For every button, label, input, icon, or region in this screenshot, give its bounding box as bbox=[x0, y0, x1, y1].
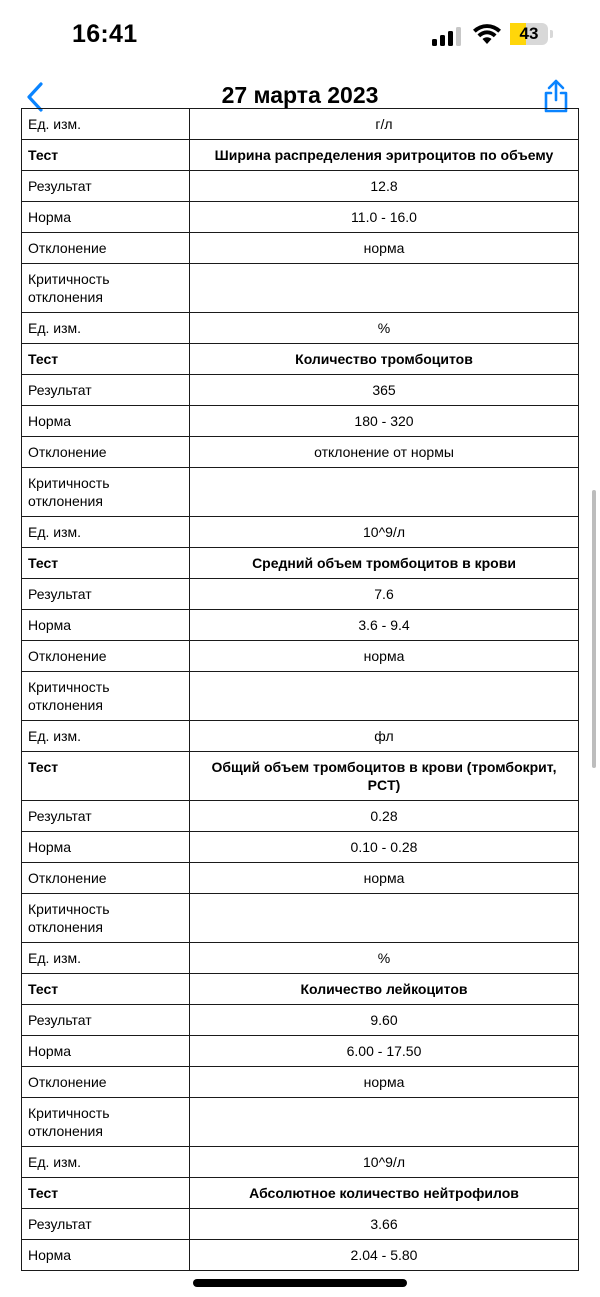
page-title: 27 марта 2023 bbox=[221, 82, 379, 108]
deviation-label: Отклонение bbox=[22, 233, 190, 264]
cellular-signal-icon bbox=[432, 26, 464, 46]
battery-icon bbox=[510, 23, 554, 45]
criticality-value bbox=[190, 264, 579, 313]
table-row-test bbox=[22, 974, 579, 1005]
criticality-value bbox=[190, 1098, 579, 1147]
deviation-value: норма bbox=[190, 863, 579, 894]
test-name: Средний объем тромбоцитов в крови bbox=[190, 548, 579, 579]
criticality-value bbox=[190, 894, 579, 943]
criticality-label: Критичность отклонения bbox=[22, 894, 190, 943]
norm-label: Норма bbox=[22, 610, 190, 641]
norm-value: 11.0 - 16.0 bbox=[190, 202, 579, 233]
table-row-test bbox=[22, 140, 579, 171]
norm-label: Норма bbox=[22, 832, 190, 863]
unit-label: Ед. изм. bbox=[22, 313, 190, 344]
deviation-value: норма bbox=[190, 641, 579, 672]
norm-label: Норма bbox=[22, 406, 190, 437]
norm-label: Норма bbox=[22, 202, 190, 233]
table-row-norm bbox=[22, 1036, 579, 1067]
test-name: Общий объем тромбоцитов в крови (тромбокрит, PCT) bbox=[190, 752, 579, 801]
unit-value: 10^9/л bbox=[190, 1147, 579, 1178]
result-label: Результат bbox=[22, 801, 190, 832]
table-row-result bbox=[22, 1209, 579, 1240]
table-row-unit bbox=[22, 109, 579, 140]
table-row-norm bbox=[22, 610, 579, 641]
table-row-criticality bbox=[22, 1098, 579, 1147]
lab-results-table bbox=[21, 108, 579, 1271]
deviation-label: Отклонение bbox=[22, 641, 190, 672]
test-label: Тест bbox=[22, 140, 190, 171]
status-time: 16:41 bbox=[72, 20, 138, 48]
result-label: Результат bbox=[22, 1005, 190, 1036]
table-row-test bbox=[22, 1178, 579, 1209]
deviation-value: норма bbox=[190, 1067, 579, 1098]
table-row-deviation bbox=[22, 437, 579, 468]
document-content[interactable] bbox=[0, 116, 600, 1263]
deviation-label: Отклонение bbox=[22, 863, 190, 894]
table-row-norm bbox=[22, 202, 579, 233]
result-label: Результат bbox=[22, 375, 190, 406]
result-label: Результат bbox=[22, 579, 190, 610]
unit-label: Ед. изм. bbox=[22, 943, 190, 974]
deviation-value: норма bbox=[190, 233, 579, 264]
table-row-test bbox=[22, 752, 579, 801]
table-row-result bbox=[22, 579, 579, 610]
table-row-norm bbox=[22, 1240, 579, 1271]
test-name: Количество лейкоцитов bbox=[190, 974, 579, 1005]
norm-value: 3.6 - 9.4 bbox=[190, 610, 579, 641]
unit-value: г/л bbox=[190, 109, 579, 140]
wifi-icon bbox=[472, 22, 502, 46]
unit-label: Ед. изм. bbox=[22, 517, 190, 548]
criticality-label: Критичность отклонения bbox=[22, 1098, 190, 1147]
test-name: Ширина распределения эритроцитов по объему bbox=[190, 140, 579, 171]
scroll-indicator[interactable] bbox=[592, 490, 596, 768]
table-row-unit bbox=[22, 517, 579, 548]
table-row-test bbox=[22, 548, 579, 579]
table-row-result bbox=[22, 171, 579, 202]
result-value: 3.66 bbox=[190, 1209, 579, 1240]
table-row-deviation bbox=[22, 641, 579, 672]
unit-value: 10^9/л bbox=[190, 517, 579, 548]
norm-value: 0.10 - 0.28 bbox=[190, 832, 579, 863]
criticality-label: Критичность отклонения bbox=[22, 672, 190, 721]
unit-label: Ед. изм. bbox=[22, 721, 190, 752]
table-row-result bbox=[22, 801, 579, 832]
table-row-norm bbox=[22, 406, 579, 437]
test-label: Тест bbox=[22, 974, 190, 1005]
table-row-unit bbox=[22, 943, 579, 974]
norm-value: 6.00 - 17.50 bbox=[190, 1036, 579, 1067]
norm-value: 2.04 - 5.80 bbox=[190, 1240, 579, 1271]
table-row-unit bbox=[22, 721, 579, 752]
table-row-norm bbox=[22, 832, 579, 863]
deviation-label: Отклонение bbox=[22, 1067, 190, 1098]
test-name: Количество тромбоцитов bbox=[190, 344, 579, 375]
table-row-deviation bbox=[22, 233, 579, 264]
table-row-deviation bbox=[22, 1067, 579, 1098]
result-value: 12.8 bbox=[190, 171, 579, 202]
table-row-criticality bbox=[22, 672, 579, 721]
battery-level: 43 bbox=[519, 24, 539, 43]
result-label: Результат bbox=[22, 1209, 190, 1240]
criticality-label: Критичность отклонения bbox=[22, 264, 190, 313]
result-value: 9.60 bbox=[190, 1005, 579, 1036]
test-label: Тест bbox=[22, 548, 190, 579]
battery-body bbox=[510, 23, 548, 45]
table-row-deviation bbox=[22, 863, 579, 894]
table-row-criticality bbox=[22, 264, 579, 313]
unit-value: % bbox=[190, 943, 579, 974]
test-label: Тест bbox=[22, 752, 190, 801]
battery-cap bbox=[550, 30, 553, 38]
table-row-test bbox=[22, 344, 579, 375]
test-name: Абсолютное количество нейтрофилов bbox=[190, 1178, 579, 1209]
deviation-label: Отклонение bbox=[22, 437, 190, 468]
norm-label: Норма bbox=[22, 1240, 190, 1271]
table-row-result bbox=[22, 375, 579, 406]
table-row-criticality bbox=[22, 894, 579, 943]
deviation-value: отклонение от нормы bbox=[190, 437, 579, 468]
unit-value: % bbox=[190, 313, 579, 344]
table-row-criticality bbox=[22, 468, 579, 517]
table-row-unit bbox=[22, 1147, 579, 1178]
criticality-value bbox=[190, 468, 579, 517]
unit-value: фл bbox=[190, 721, 579, 752]
unit-label: Ед. изм. bbox=[22, 1147, 190, 1178]
result-label: Результат bbox=[22, 171, 190, 202]
status-bar bbox=[0, 0, 600, 70]
test-label: Тест bbox=[22, 1178, 190, 1209]
table-row-unit bbox=[22, 313, 579, 344]
home-indicator[interactable] bbox=[193, 1279, 407, 1287]
table-row-result bbox=[22, 1005, 579, 1036]
norm-value: 180 - 320 bbox=[190, 406, 579, 437]
unit-label: Ед. изм. bbox=[22, 109, 190, 140]
result-value: 365 bbox=[190, 375, 579, 406]
result-value: 7.6 bbox=[190, 579, 579, 610]
criticality-value bbox=[190, 672, 579, 721]
result-value: 0.28 bbox=[190, 801, 579, 832]
test-label: Тест bbox=[22, 344, 190, 375]
criticality-label: Критичность отклонения bbox=[22, 468, 190, 517]
norm-label: Норма bbox=[22, 1036, 190, 1067]
